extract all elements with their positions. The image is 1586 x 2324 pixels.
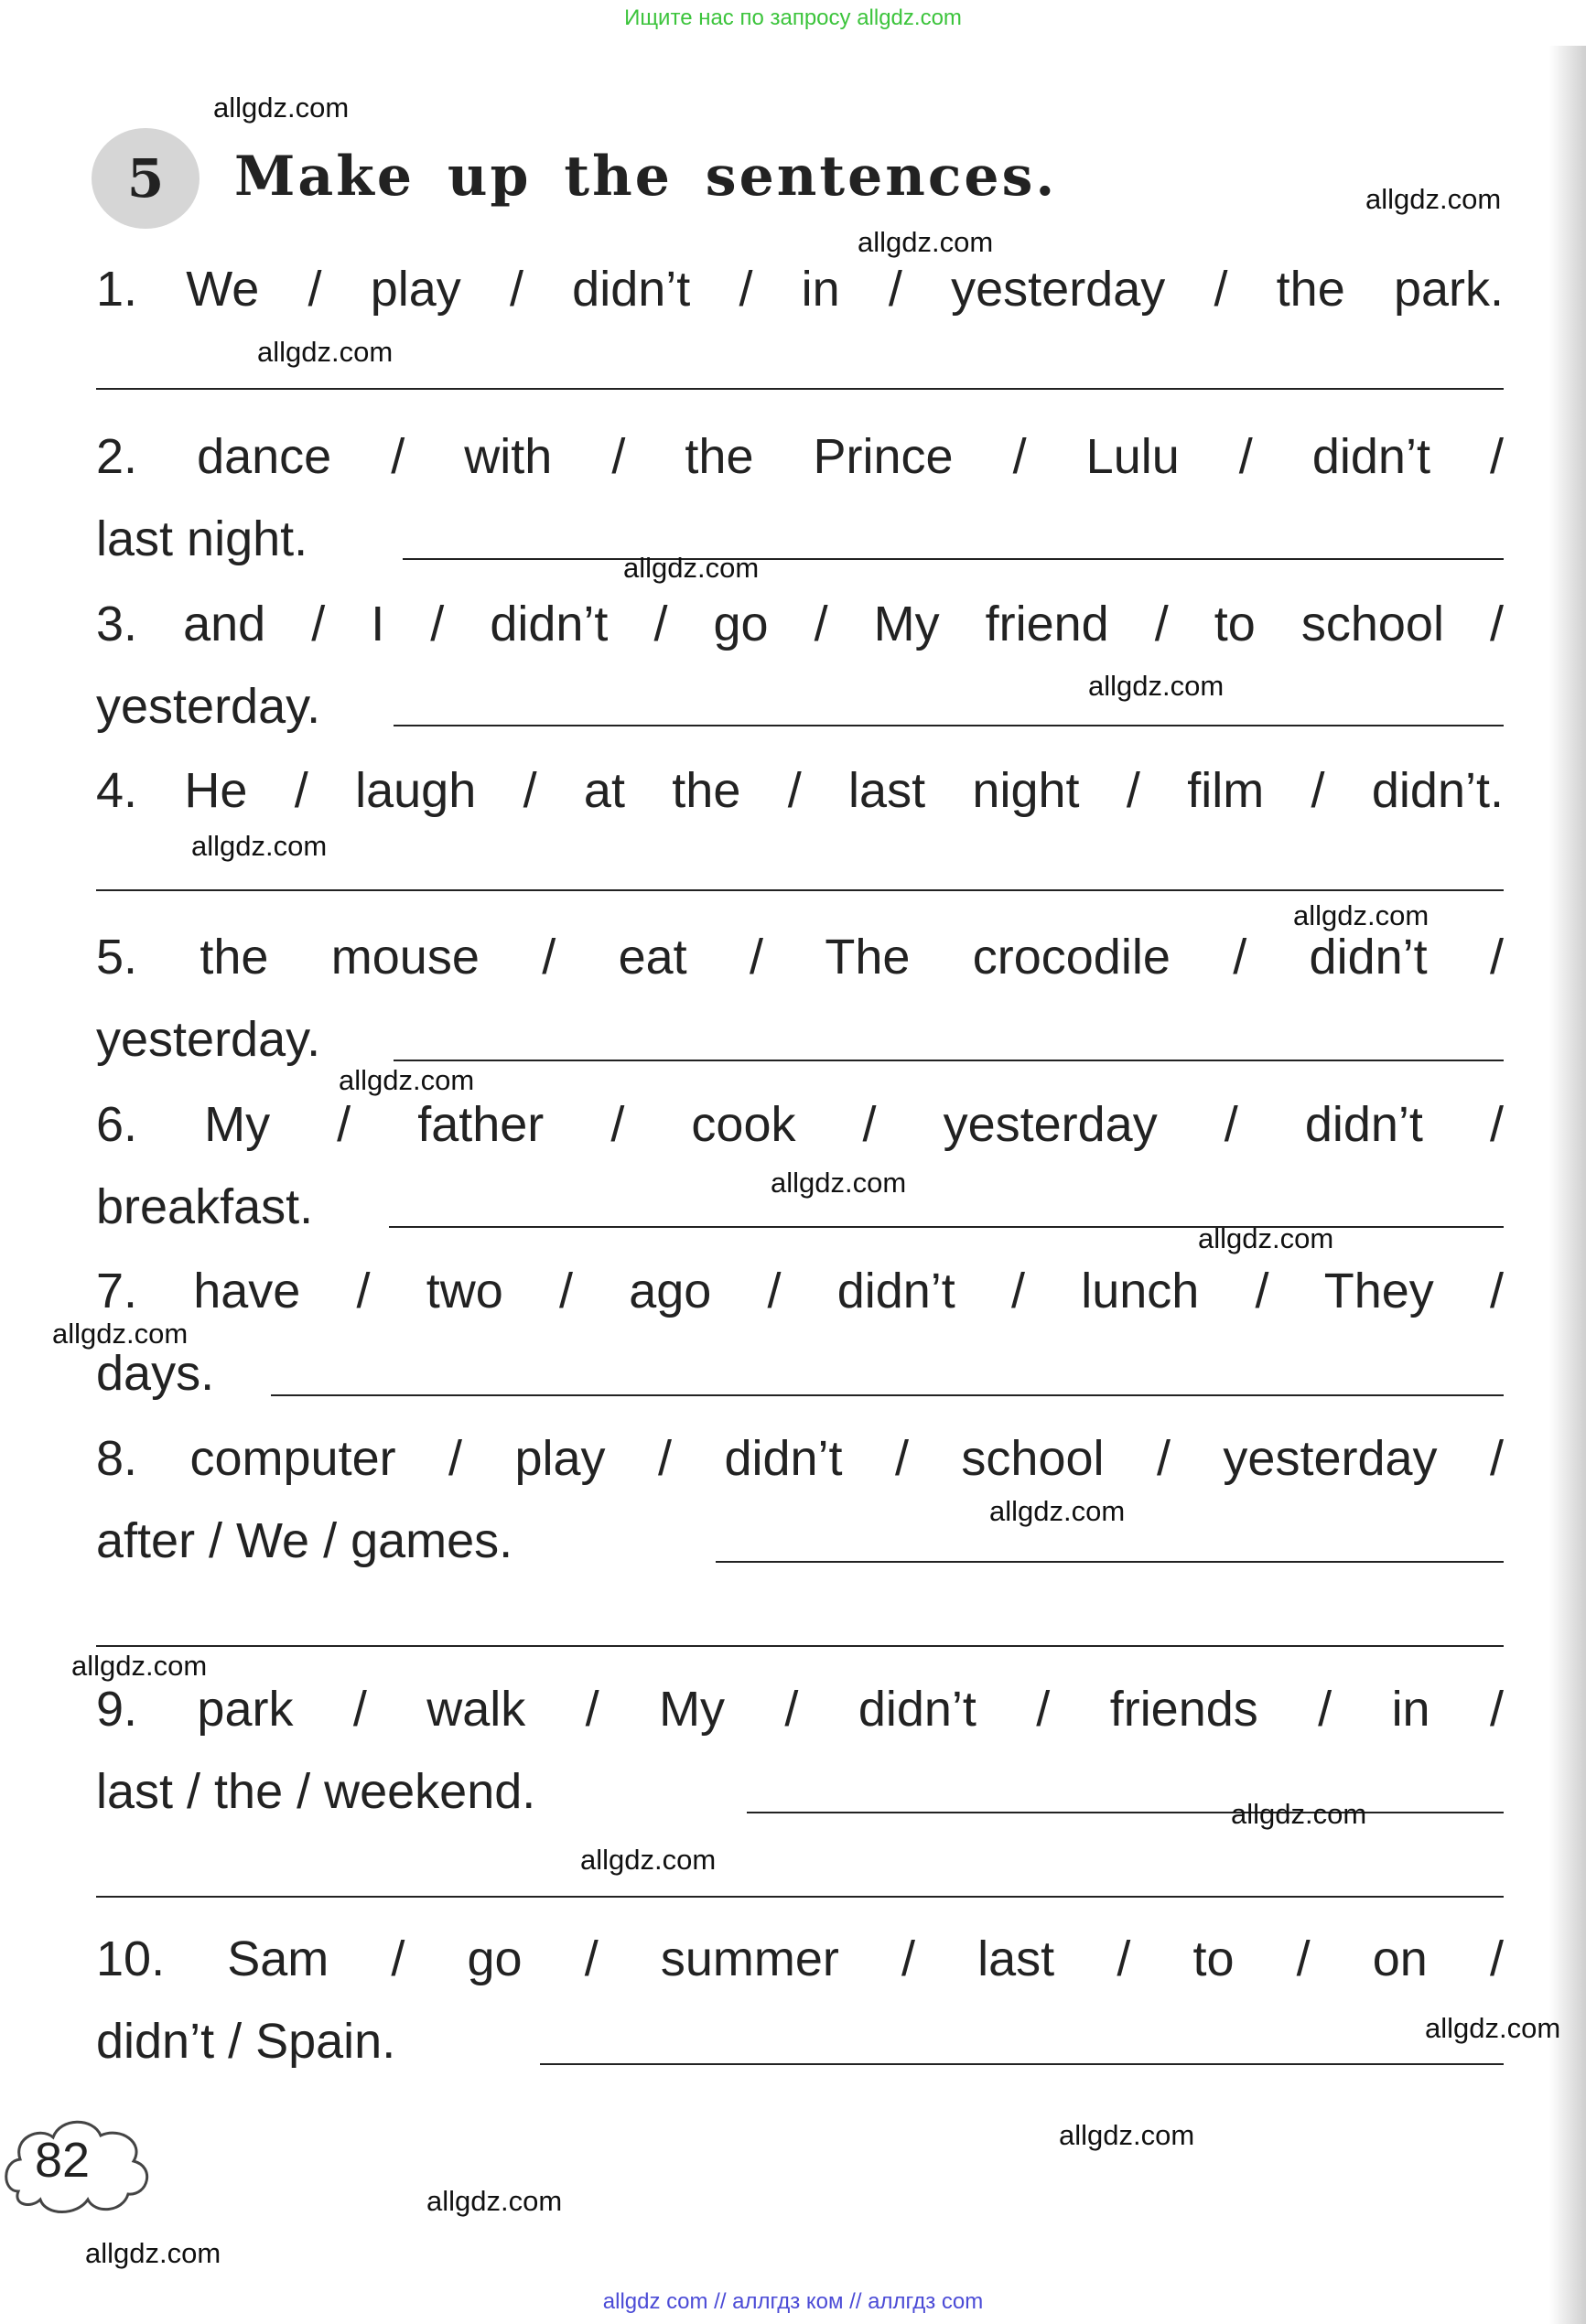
watermark: allgdz.com [858, 226, 994, 258]
top-banner[interactable]: Ищите нас по запросу allgdz.com [624, 5, 962, 30]
answer-line-10[interactable] [540, 2063, 1504, 2065]
watermark: allgdz.com [71, 1650, 208, 1682]
item-10-line-1: 10. Sam / go / summer / last / to / on / [96, 1931, 1504, 1986]
answer-line-2[interactable] [403, 558, 1504, 560]
watermark: allgdz.com [257, 336, 394, 368]
footer-line[interactable]: allgdz com // аллгдз ком // аллгдз com [602, 2289, 984, 2314]
watermark: allgdz.com [339, 1064, 475, 1096]
watermark: allgdz.com [989, 1495, 1126, 1527]
page-number-text: 82 [35, 2133, 91, 2188]
item-3-line-2: yesterday. [96, 679, 321, 734]
watermark: allgdz.com [771, 1167, 907, 1199]
watermark: allgdz.com [1231, 1798, 1367, 1830]
watermark: allgdz.com [1425, 2012, 1561, 2044]
answer-line-8b[interactable] [96, 1645, 1504, 1647]
watermark: allgdz.com [1059, 2119, 1195, 2151]
item-9-line-2: last / the / weekend. [96, 1764, 536, 1819]
item-3-line-1: 3. and / I / didn’t / go / My friend / to school / [96, 597, 1504, 651]
answer-line-1[interactable] [96, 388, 1504, 390]
watermark: allgdz.com [52, 1318, 189, 1350]
watermark: allgdz.com [1293, 899, 1430, 931]
answer-line-8a[interactable] [716, 1561, 1504, 1563]
item-1-line-1: 1. We / play / didn’t / in / yesterday / the park. [96, 262, 1504, 317]
watermark: allgdz.com [213, 91, 350, 124]
answer-line-4[interactable] [96, 889, 1504, 891]
item-8-line-1: 8. computer / play / didn’t / school / yesterday / [96, 1431, 1504, 1486]
watermark: allgdz.com [623, 552, 760, 584]
item-7-line-2: days. [96, 1346, 215, 1401]
answer-line-5[interactable] [394, 1060, 1504, 1061]
watermark: allgdz.com [426, 2185, 563, 2217]
exercise-title: Make up the sentences. [234, 145, 1058, 209]
item-10-line-2: didn’t / Spain. [96, 2014, 396, 2069]
item-5-line-2: yesterday. [96, 1012, 321, 1067]
item-6-line-1: 6. My / father / cook / yesterday / didn’t / [96, 1097, 1504, 1152]
watermark: allgdz.com [1198, 1222, 1334, 1254]
exercise-number-badge: 5 [92, 128, 200, 229]
watermark: allgdz.com [191, 830, 328, 862]
item-5-line-1: 5. the mouse / eat / The crocodile / didn’t / [96, 930, 1504, 984]
answer-line-9a[interactable] [747, 1812, 1504, 1813]
page-number [0, 2104, 156, 2223]
answer-line-6[interactable] [389, 1226, 1504, 1228]
watermark: allgdz.com [1365, 183, 1502, 215]
answer-line-9b[interactable] [96, 1896, 1504, 1898]
item-4-line-1: 4. He / laugh / at the / last night / film / didn’t. [96, 763, 1504, 818]
watermark: allgdz.com [85, 2237, 221, 2269]
item-2-line-2: last night. [96, 511, 308, 566]
item-8-line-2: after / We / games. [96, 1513, 513, 1568]
watermark: allgdz.com [580, 1844, 717, 1876]
item-7-line-1: 7. have / two / ago / didn’t / lunch / They / [96, 1264, 1504, 1318]
item-9-line-1: 9. park / walk / My / didn’t / friends / in / [96, 1682, 1504, 1737]
answer-line-7[interactable] [271, 1394, 1504, 1396]
page-edge-shadow [1549, 46, 1586, 2324]
answer-line-3[interactable] [394, 725, 1504, 726]
item-6-line-2: breakfast. [96, 1179, 314, 1234]
item-2-line-1: 2. dance / with / the Prince / Lulu / didn’t / [96, 429, 1504, 484]
watermark: allgdz.com [1088, 670, 1225, 702]
